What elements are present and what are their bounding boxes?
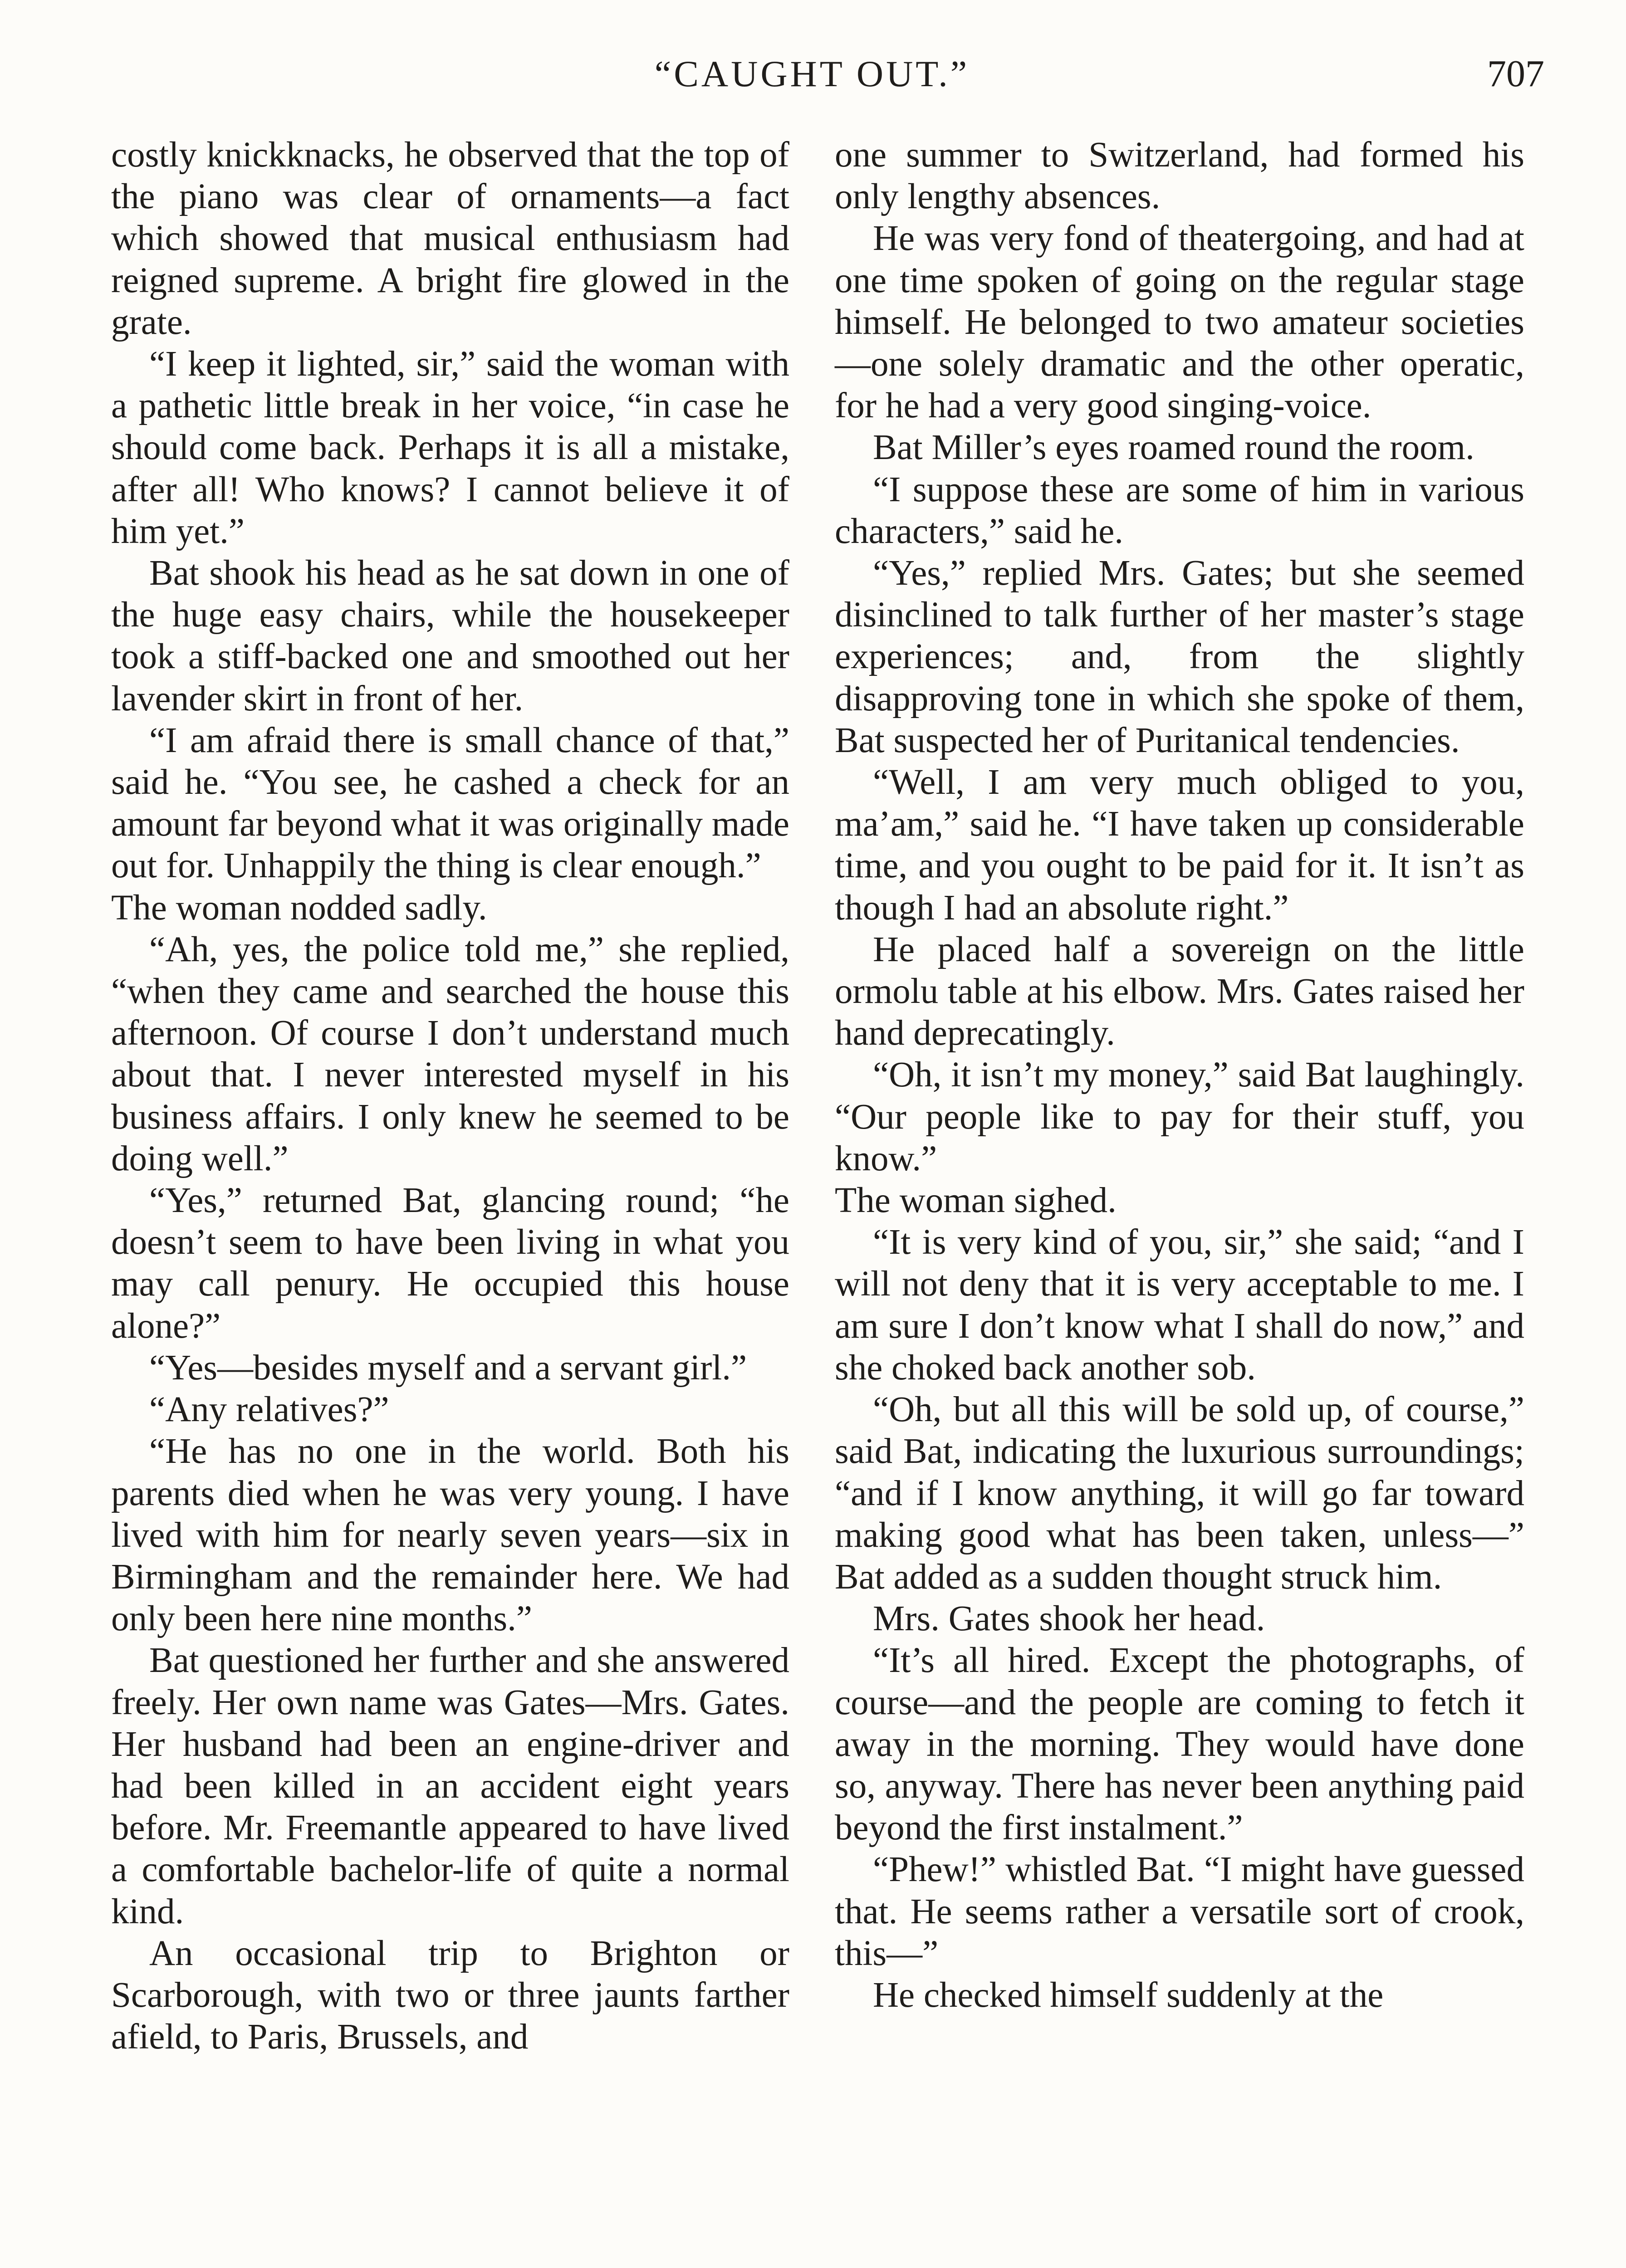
paragraph: “It is very kind of you, sir,” she said; “and I will not deny that it is very acceptable to me. I am sure I don’t know what I shall do now,” and she choked back another sob.	[835, 1222, 1524, 1388]
running-header	[0, 49, 1626, 99]
paragraph: “I keep it lighted, sir,” said the woman with a pathetic little break in her voice, “in case he should come back. Perhaps it is all a mistake, after all! Who knows? I cannot believe it of him yet.”	[111, 344, 789, 551]
paragraph: Bat shook his head as he sat down in one of the huge easy chairs, while the housekeeper took a stiff-backed one and smoothed out her lavender skirt in front of her.	[111, 553, 789, 719]
paragraph: “Yes—besides myself and a servant girl.”	[149, 1348, 747, 1388]
paragraph: An occasional trip to Brighton or Scarborough, with two or three jaunts farther afield, to Paris, Brussels, and	[111, 1933, 789, 2057]
paragraph: He checked himself suddenly at the	[873, 1975, 1384, 2015]
paragraph: “I suppose these are some of him in various characters,” said he.	[835, 469, 1524, 551]
paragraph: “Well, I am very much obliged to you, ma’am,” said he. “I have taken up considerable time, and you ought to be paid for it. It isn’t as though I had an absolute right.”	[835, 763, 1524, 928]
paragraph: The woman sighed.	[835, 1181, 1117, 1221]
paragraph: “Oh, but all this will be sold up, of course,” said Bat, indicating the luxurious surroundings; “and if I know anything, it will go far toward making good what has been taken, unless—” Bat added as a sudden thought struck him.	[835, 1390, 1524, 1597]
paragraph: “It’s all hired. Except the photographs, of course—and the people are coming to fetch it away in the morning. They would have done so, anyway. There has never been anything paid beyond the first instalment.”	[835, 1641, 1524, 1848]
left-column	[111, 134, 789, 2058]
paragraph: “He has no one in the world. Both his parents died when he was very young. I have lived with him for nearly seven years—six in Birmingham and the remainder here. We had only been here nine months.”	[111, 1432, 789, 1639]
paragraph: “Ah, yes, the police told me,” she replied, “when they came and searched the house this afternoon. Of course I don’t understand much about that. I never interested myself in his business affairs. I only knew he seemed to be doing well.”	[111, 929, 789, 1178]
paragraph: “Phew!” whistled Bat. “I might have guessed that. He seems rather a versatile sort of crook, this—”	[835, 1850, 1524, 1973]
right-column	[835, 134, 1524, 2016]
paragraph: “Yes,” returned Bat, glancing round; “he doesn’t seem to have been living in what you may call penury. He occupied this house alone?”	[111, 1181, 789, 1346]
paragraph: costly knickknacks, he observed that the top of the piano was clear of ornaments—a fact which showed that musical enthusiasm had reigned supreme. A bright fire glowed in the grate.	[111, 135, 789, 342]
paragraph: “I am afraid there is small chance of that,” said he. “You see, he cashed a check for an amount far beyond what it was originally made out for. Unhappily the thing is clear enough.”	[111, 720, 789, 886]
paragraph: one summer to Switzerland, had formed his only lengthy absences.	[835, 135, 1524, 217]
paragraph: “Any relatives?”	[149, 1390, 389, 1430]
paragraph: Mrs. Gates shook her head.	[873, 1599, 1265, 1639]
paragraph: He was very fond of theatergoing, and had at one time spoken of going on the regular stage himself. He belonged to two amateur societies—one solely dramatic and the other operatic, for he had a very good singing-voice.	[835, 219, 1524, 426]
running-title: “CAUGHT OUT.”	[654, 53, 970, 94]
paragraph: “Yes,” replied Mrs. Gates; but she seemed disinclined to talk further of her master’s stage experiences; and, from the slightly disapproving tone in which she spoke of them, Bat suspected her of Puritanical tendencies.	[835, 553, 1524, 760]
paragraph: The woman nodded sadly.	[111, 888, 487, 928]
paragraph: Bat questioned her further and she answered freely. Her own name was Gates—Mrs. Gates. Her husband had been an engine-driver and had been killed in an accident eight years before. Mr. Freemantle appeared to have lived a comfortable bachelor-life of quite a normal kind.	[111, 1641, 789, 1931]
paragraph: Bat Miller’s eyes roamed round the room.	[873, 428, 1474, 468]
page-number: 707	[1487, 53, 1544, 95]
paragraph: “Oh, it isn’t my money,” said Bat laughingly. “Our people like to pay for their stuff, you know.”	[835, 1055, 1524, 1178]
paragraph: He placed half a sovereign on the little ormolu table at his elbow. Mrs. Gates raised her hand deprecatingly.	[835, 929, 1524, 1053]
